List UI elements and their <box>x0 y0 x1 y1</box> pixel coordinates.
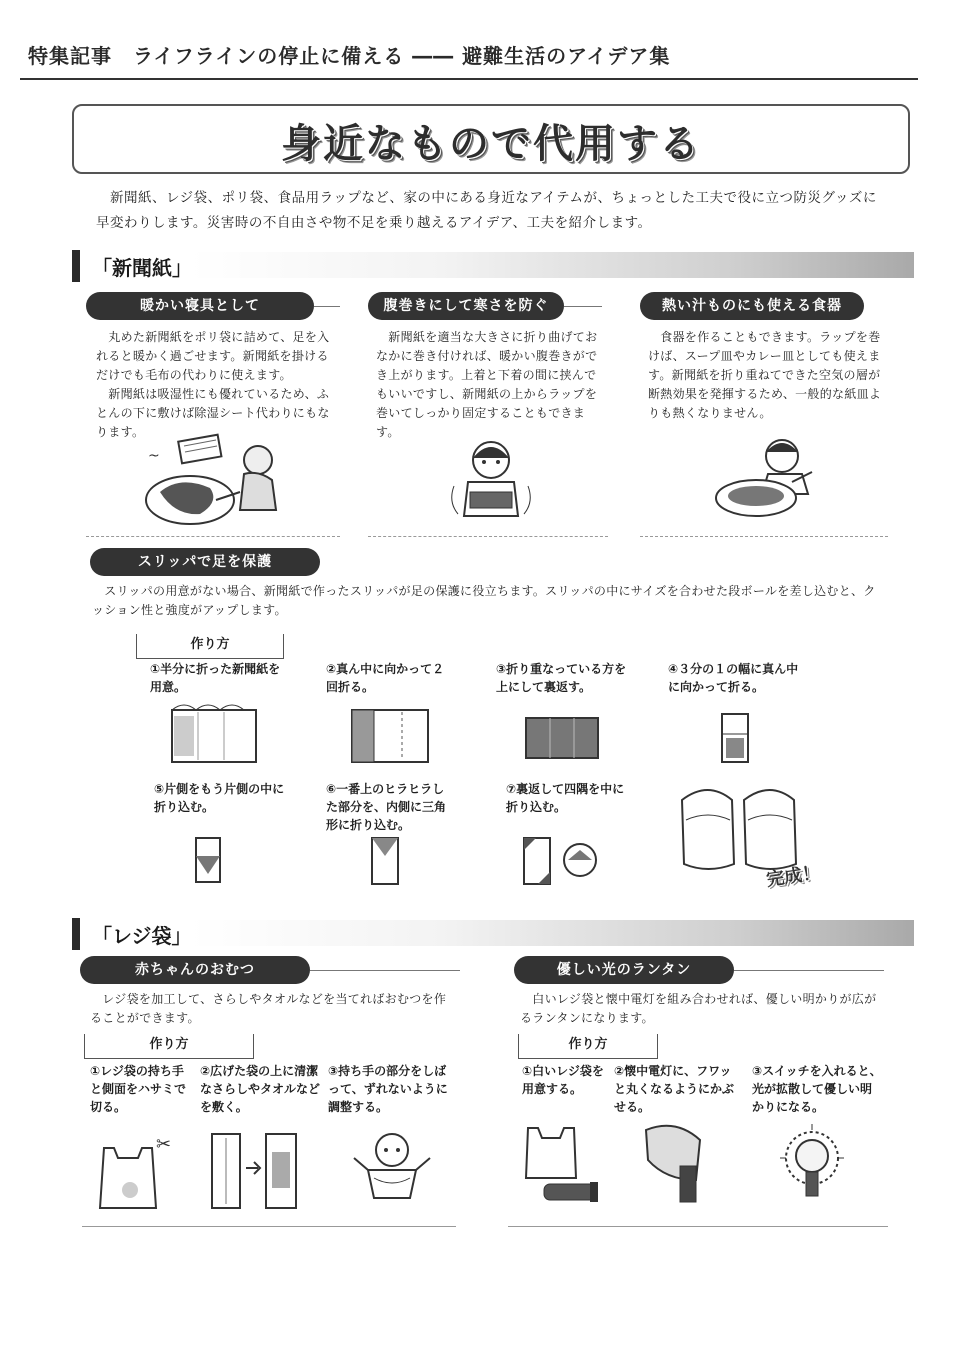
step-5: ⑤片側をもう片側の中に折り込む。 <box>154 782 285 814</box>
diaper-step-3: ③持ち手の部分をしばって、ずれないように調整する。 <box>328 1064 448 1114</box>
lantern-step-1-illustration <box>520 1120 610 1206</box>
section-label: 「レジ袋」 <box>92 924 192 948</box>
step-5-illustration <box>188 830 232 890</box>
diaper-text: レジ袋を加工して、さらしやタオルなどを当てればおむつを作ることができます。 <box>90 992 447 1025</box>
step-4-illustration <box>714 706 754 766</box>
step-2-illustration <box>342 700 438 766</box>
card-text-bedding: 丸めた新聞紙をポリ袋に詰めて、足を入れると暖かく過ごせます。新聞紙を掛けるだけでも毛布の代わりに使えます。 新聞紙は吸湿性にも優れているため、ふとんの下に敷けば除湿シート代わりにもなります。 <box>96 330 330 439</box>
slipper-text: スリッパの用意がない場合、新聞紙で作ったスリッパが足の保護に役立ちます。スリッパの中にサイズを合わせた段ボールを差し込むと、クッション性と強度がアップします。 <box>92 584 876 617</box>
howto-label-lantern: 作り方 <box>518 1034 658 1059</box>
pill-line <box>734 970 884 971</box>
step-7: ⑦裏返して四隅を中に折り込む。 <box>506 782 625 814</box>
step-1: ①半分に折った新聞紙を用意。 <box>150 662 281 694</box>
howto-label-diaper: 作り方 <box>84 1034 254 1059</box>
section-heading-bag <box>72 918 914 950</box>
svg-text:~: ~ <box>148 448 160 464</box>
bedding-illustration <box>140 430 290 530</box>
finish-label: 完成！ <box>765 862 822 891</box>
diaper-step-3-illustration <box>348 1128 438 1214</box>
pill-line <box>564 306 602 307</box>
diaper-step-2-illustration <box>204 1128 312 1214</box>
card-divider <box>368 536 608 537</box>
lantern-text: 白いレジ袋と懐中電灯を組み合わせれば、優しい明かりが広がるランタンになります。 <box>520 992 877 1025</box>
card-text-bellyband: 新聞紙を適当な大きさに折り曲げておなかに巻き付ければ、暖かい腹巻きができ上がります。上着と下着の間に挟んでもいいですし、新聞紙の上からラップを巻いてしっかり固定することもできます。 <box>376 330 598 439</box>
section-divider <box>508 1226 888 1227</box>
step-3: ③折り重なっている方を上にして裏返す。 <box>496 662 627 694</box>
page-title: 身近なもので代用する <box>281 121 701 167</box>
article-header: 特集記事 ライフラインの停止に備える ―― 避難生活のアイデア集 <box>28 44 671 68</box>
step-1-illustration <box>164 700 260 766</box>
lantern-step-3-illustration <box>770 1120 860 1206</box>
pill-line <box>310 970 460 971</box>
section-label: 「新聞紙」 <box>92 256 192 280</box>
diaper-step-1: ①レジ袋の持ち手と側面をハサミで切る。 <box>90 1064 187 1114</box>
step-2: ②真ん中に向かって２回折る。 <box>326 662 445 694</box>
section-heading-newspaper <box>72 250 914 282</box>
card-title-bellyband: 腹巻きにして寒さを防ぐ <box>368 292 564 320</box>
lantern-step-2-illustration <box>636 1120 726 1206</box>
svg-text:✂: ✂ <box>156 1134 172 1155</box>
step-6-illustration <box>364 830 408 890</box>
header-rule <box>20 78 918 80</box>
lantern-step-1: ①白いレジ袋を用意する。 <box>522 1064 604 1096</box>
section-band <box>190 920 914 946</box>
pill-line <box>314 306 340 307</box>
step-3-illustration <box>520 706 604 762</box>
card-title-bedding: 暖かい寝具として <box>86 292 314 320</box>
card-title-dish: 熱い汁ものにも使える食器 <box>640 292 864 320</box>
card-divider <box>86 536 340 537</box>
diaper-step-1-illustration <box>94 1128 184 1214</box>
lantern-step-2: ②懐中電灯に、フワッと丸くなるようにかぶせる。 <box>614 1064 735 1114</box>
step-7-illustration <box>518 830 602 890</box>
bellyband-illustration <box>446 436 536 528</box>
section-band <box>190 252 914 278</box>
card-title-lantern: 優しい光のランタン <box>514 956 734 984</box>
diaper-step-2: ②広げた袋の上に清潔なさらしやタオルなどを敷く。 <box>200 1064 321 1114</box>
section-divider <box>82 1226 456 1227</box>
intro-paragraph: 新聞紙、レジ袋、ポリ袋、食品用ラップなど、家の中にある身近なアイテムが、ちょっとした工夫で役に立つ防災グッズに早変わりします。災害時の不自由さや物不足を乗り越えるアイデア、工夫を紹介します。 <box>96 190 877 231</box>
lantern-step-3: ③スイッチを入れると、光が拡散して優しい明かりになる。 <box>752 1064 882 1114</box>
card-text-dish: 食器を作ることもできます。ラップを巻けば、スープ皿やカレー皿としても使えます。新聞紙を折り重ねてできた空気の層が断熱効果を発揮するため、一般的な紙皿よりも熱くなりません。 <box>648 330 882 420</box>
card-title-slipper: スリッパで足を保護 <box>90 548 320 576</box>
card-title-diaper: 赤ちゃんのおむつ <box>80 956 310 984</box>
dish-illustration <box>712 436 822 528</box>
card-divider <box>640 536 888 537</box>
step-4: ④３分の１の幅に真ん中に向かって折る。 <box>668 662 799 694</box>
howto-label-slipper: 作り方 <box>136 634 284 659</box>
step-6: ⑥一番上のヒラヒラした部分を、内側に三角形に折り込む。 <box>326 782 447 832</box>
